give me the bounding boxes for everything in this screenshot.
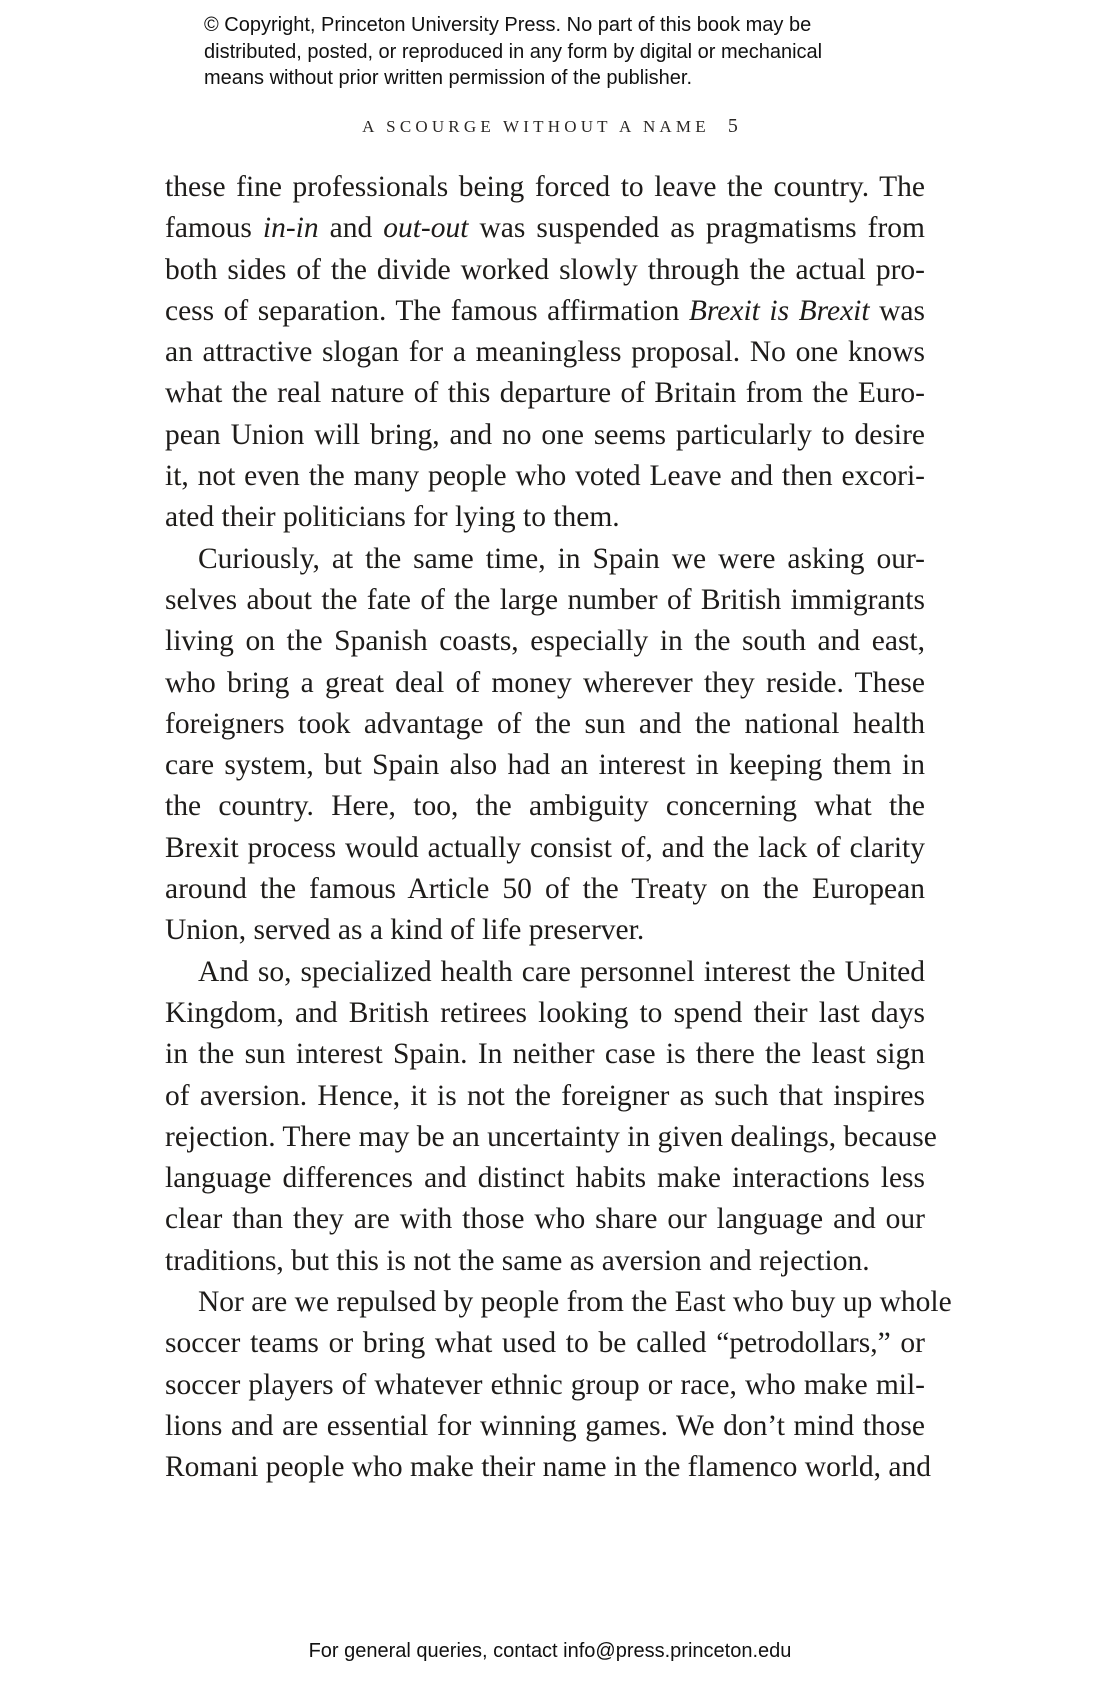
text-segment: rejection. There may be an uncertainty in given dealings, because xyxy=(165,1120,937,1153)
running-head xyxy=(0,115,1100,138)
text-line xyxy=(165,291,925,332)
text-line xyxy=(165,1406,925,1447)
text-line xyxy=(165,663,925,704)
text-line xyxy=(165,1447,931,1488)
text-segment: in the sun interest Spain. In neither case is there the least sign xyxy=(165,1038,925,1071)
text-line xyxy=(165,745,925,786)
text-line xyxy=(165,869,925,910)
copyright-line: means without prior written permission of the publisher. xyxy=(204,67,693,89)
text-segment: clear than they are with those who share our language and our xyxy=(165,1203,925,1236)
text-line xyxy=(165,1199,925,1240)
text-line xyxy=(165,415,925,456)
text-line xyxy=(165,1365,925,1406)
running-head-title: A SCOURGE WITHOUT A NAME xyxy=(362,117,710,136)
footer-contact: For general queries, contact info@press.princeton.edu xyxy=(308,1640,792,1662)
copyright-notice xyxy=(204,12,964,92)
text-line xyxy=(165,373,925,414)
text-line xyxy=(165,1241,925,1282)
text-line xyxy=(165,1076,925,1117)
text-segment: the country. Here, too, the ambiguity concerning what the xyxy=(165,790,925,823)
text-segment: Brexit process would actually consist of, and the lack of clarity xyxy=(165,831,925,864)
text-segment: who bring a great deal of money wherever they reside. These xyxy=(165,666,925,699)
text-line xyxy=(165,456,925,497)
text-line xyxy=(165,621,925,662)
text-line xyxy=(165,952,925,993)
text-segment: it, not even the many people who voted Leave and then excori- xyxy=(165,460,925,493)
text-line xyxy=(165,1282,952,1323)
text-segment: was xyxy=(869,294,925,327)
text-segment: of aversion. Hence, it is not the foreigner as such that inspires xyxy=(165,1079,925,1112)
text-segment: living on the Spanish coasts, especially in the south and east, xyxy=(165,625,925,658)
text-segment: these fine professionals being forced to leave the country. The xyxy=(165,171,925,203)
text-segment: soccer players of whatever ethnic group or race, who make mil- xyxy=(165,1368,925,1401)
text-line xyxy=(165,208,925,249)
text-segment: and xyxy=(318,212,384,245)
text-segment: traditions, but this is not the same as aversion and rejection. xyxy=(165,1244,870,1277)
text-line xyxy=(165,1034,925,1075)
text-line xyxy=(165,1117,937,1158)
text-segment: lions and are essential for winning games. We don’t mind those xyxy=(165,1409,925,1442)
italic-text: in-in xyxy=(262,212,319,245)
text-segment: what the real nature of this departure of Britain from the Euro- xyxy=(165,377,925,410)
text-segment: Curiously, at the same time, in Spain we were asking our- xyxy=(198,542,925,575)
text-line xyxy=(165,580,925,621)
text-segment: Nor are we repulsed by people from the East who buy up whole xyxy=(198,1286,952,1319)
text-line xyxy=(165,497,925,538)
text-line xyxy=(165,993,925,1034)
text-segment: both sides of the divide worked slowly through the actual pro- xyxy=(165,253,925,286)
text-segment: pean Union will bring, and no one seems particularly to desire xyxy=(165,418,925,451)
text-segment: foreigners took advantage of the sun and the national health xyxy=(165,707,925,740)
body-text xyxy=(165,167,952,1489)
text-line xyxy=(165,1323,925,1364)
text-line xyxy=(165,786,925,827)
text-line xyxy=(165,332,925,373)
text-line xyxy=(165,250,925,291)
text-segment: cess of separation. The famous affirmation xyxy=(165,294,689,327)
text-segment: around the famous Article 50 of the Treaty on the European xyxy=(165,873,925,906)
text-line xyxy=(165,704,925,745)
text-line xyxy=(165,1158,925,1199)
text-segment: selves about the fate of the large number of British immigrants xyxy=(165,583,925,616)
copyright-line: distributed, posted, or reproduced in any form by digital or mechanical xyxy=(204,40,823,63)
text-segment: Union, served as a kind of life preserver. xyxy=(165,914,645,947)
copyright-line: © Copyright, Princeton University Press. No part of this book may be xyxy=(204,14,812,36)
text-line xyxy=(165,167,925,208)
text-line xyxy=(165,910,925,951)
text-segment: Kingdom, and British retirees looking to spend their last days xyxy=(165,996,925,1029)
italic-text: Brexit is Brexit xyxy=(688,294,870,327)
text-segment: ated their politicians for lying to them. xyxy=(165,501,620,534)
text-line xyxy=(165,539,925,580)
text-segment: famous xyxy=(165,212,263,245)
text-segment: Romani people who make their name in the flamenco world, and xyxy=(165,1451,931,1484)
text-line xyxy=(165,828,925,869)
text-segment: was suspended as pragmatisms from xyxy=(468,212,926,245)
text-segment: an attractive slogan for a meaningless proposal. No one knows xyxy=(165,336,925,369)
text-segment: care system, but Spain also had an interest in keeping them in xyxy=(165,749,925,782)
text-segment: And so, specialized health care personnel interest the United xyxy=(198,955,925,988)
page-number: 5 xyxy=(727,115,738,137)
italic-text: out-out xyxy=(383,212,469,245)
text-segment: soccer teams or bring what used to be called “petrodollars,” or xyxy=(165,1327,925,1360)
text-segment: language differences and distinct habits make interactions less xyxy=(165,1162,925,1195)
